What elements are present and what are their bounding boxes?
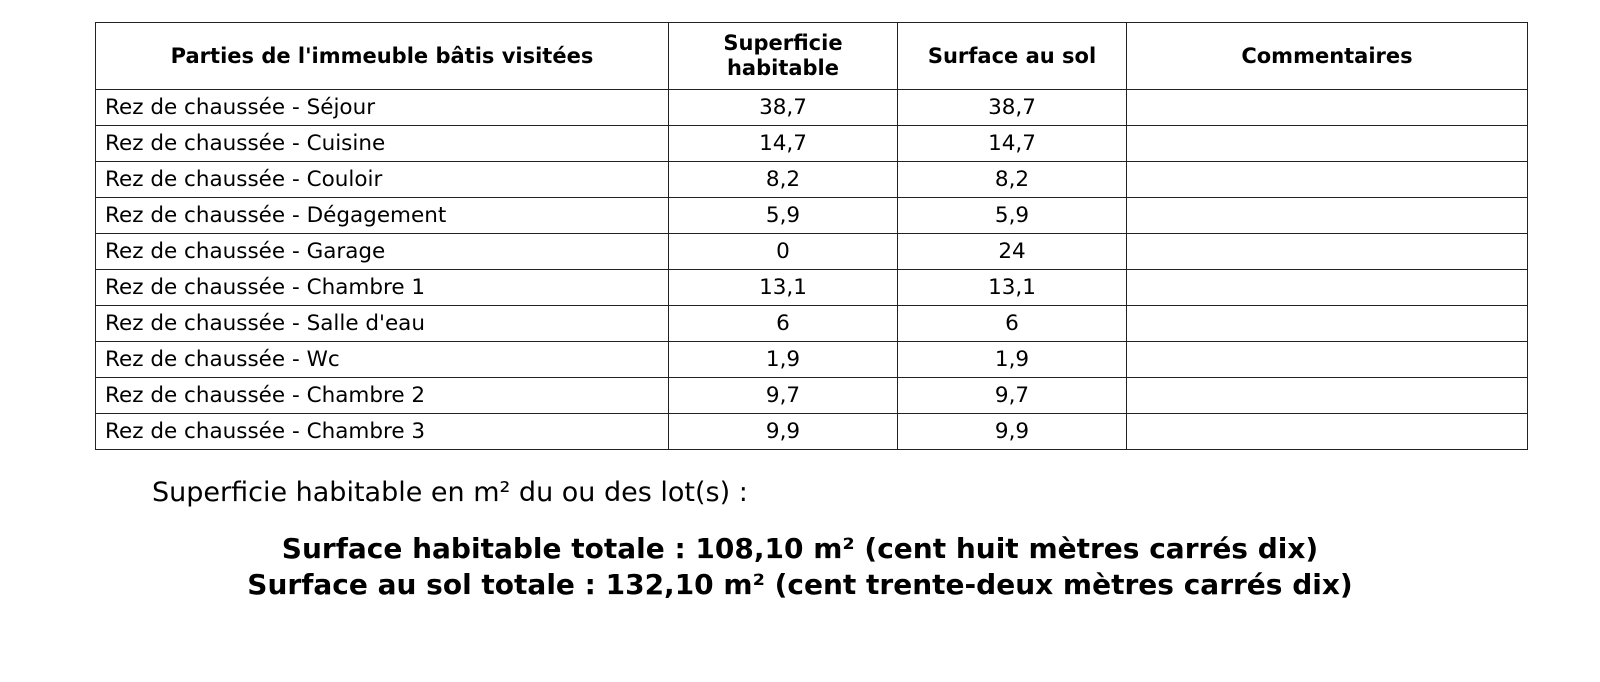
sol-cell: 9,9 xyxy=(898,414,1127,450)
table-row xyxy=(96,306,1528,342)
room-cell: Rez de chaussée - Séjour xyxy=(96,90,669,126)
comment-cell xyxy=(1127,162,1528,198)
sol-cell: 24 xyxy=(898,234,1127,270)
comment-cell xyxy=(1127,378,1528,414)
summary-label: Superficie habitable en m² du ou des lot(s) : xyxy=(152,477,748,508)
comment-cell xyxy=(1127,414,1528,450)
header-habitable: Superficie habitable xyxy=(669,23,898,90)
room-cell: Rez de chaussée - Wc xyxy=(96,342,669,378)
header-comments: Commentaires xyxy=(1127,23,1528,90)
sol-cell: 38,7 xyxy=(898,90,1127,126)
habitable-cell: 0 xyxy=(669,234,898,270)
habitable-cell: 1,9 xyxy=(669,342,898,378)
table-row xyxy=(96,162,1528,198)
sol-cell: 8,2 xyxy=(898,162,1127,198)
room-cell: Rez de chaussée - Dégagement xyxy=(96,198,669,234)
total-habitable: Surface habitable totale : 108,10 m² (cent huit mètres carrés dix) xyxy=(281,532,1319,565)
sol-cell: 9,7 xyxy=(898,378,1127,414)
header-sol: Surface au sol xyxy=(898,23,1127,90)
habitable-cell: 9,7 xyxy=(669,378,898,414)
room-cell: Rez de chaussée - Chambre 2 xyxy=(96,378,669,414)
table-row xyxy=(96,198,1528,234)
table-row xyxy=(96,90,1528,126)
habitable-cell: 5,9 xyxy=(669,198,898,234)
habitable-cell: 9,9 xyxy=(669,414,898,450)
room-cell: Rez de chaussée - Garage xyxy=(96,234,669,270)
room-cell: Rez de chaussée - Chambre 1 xyxy=(96,270,669,306)
table-row xyxy=(96,414,1528,450)
room-cell: Rez de chaussée - Chambre 3 xyxy=(96,414,669,450)
table-row xyxy=(96,234,1528,270)
habitable-cell: 6 xyxy=(669,306,898,342)
comment-cell xyxy=(1127,126,1528,162)
comment-cell xyxy=(1127,342,1528,378)
room-cell: Rez de chaussée - Salle d'eau xyxy=(96,306,669,342)
table-row xyxy=(96,126,1528,162)
surface-table xyxy=(95,22,1528,450)
header-parts: Parties de l'immeuble bâtis visitées xyxy=(96,23,669,90)
habitable-cell: 14,7 xyxy=(669,126,898,162)
table-header-row xyxy=(96,23,1528,90)
habitable-cell: 38,7 xyxy=(669,90,898,126)
comment-cell xyxy=(1127,270,1528,306)
habitable-cell: 8,2 xyxy=(669,162,898,198)
sol-cell: 5,9 xyxy=(898,198,1127,234)
total-sol: Surface au sol totale : 132,10 m² (cent trente-deux mètres carrés dix) xyxy=(247,568,1353,601)
room-cell: Rez de chaussée - Cuisine xyxy=(96,126,669,162)
table-row xyxy=(96,342,1528,378)
comment-cell xyxy=(1127,306,1528,342)
sol-cell: 1,9 xyxy=(898,342,1127,378)
table-row xyxy=(96,378,1528,414)
table-row xyxy=(96,270,1528,306)
room-cell: Rez de chaussée - Couloir xyxy=(96,162,669,198)
comment-cell xyxy=(1127,90,1528,126)
sol-cell: 6 xyxy=(898,306,1127,342)
comment-cell xyxy=(1127,234,1528,270)
surface-table-container xyxy=(95,22,1527,450)
sol-cell: 13,1 xyxy=(898,270,1127,306)
sol-cell: 14,7 xyxy=(898,126,1127,162)
habitable-cell: 13,1 xyxy=(669,270,898,306)
comment-cell xyxy=(1127,198,1528,234)
table-body xyxy=(96,90,1528,450)
